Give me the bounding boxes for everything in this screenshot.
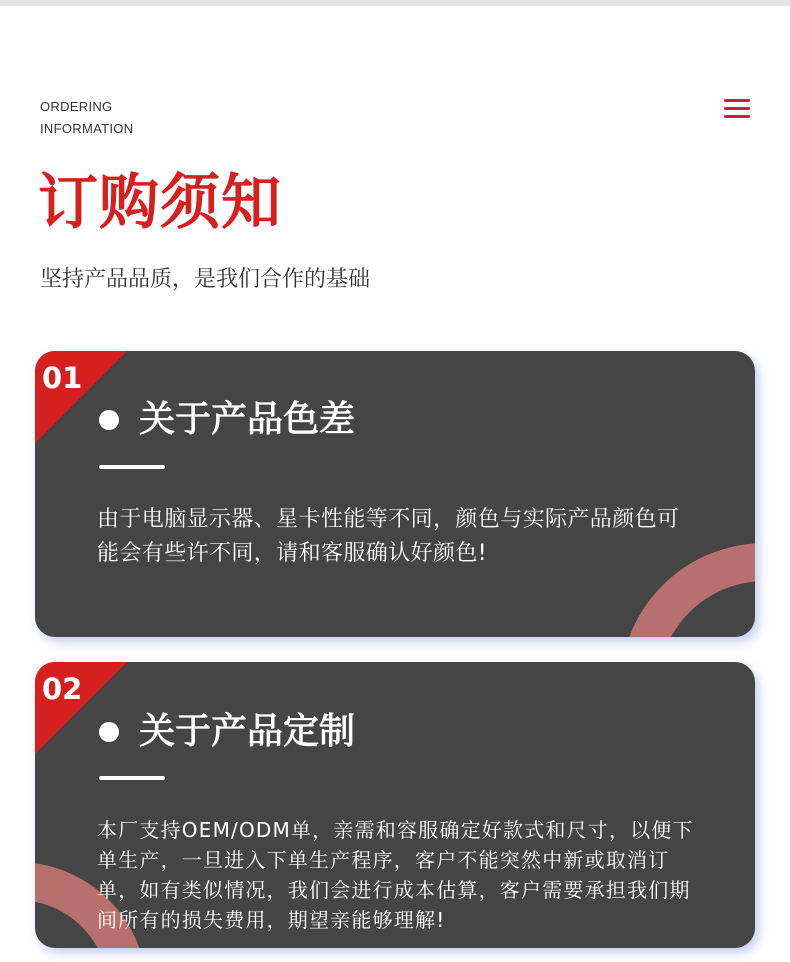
section-eyebrow (40, 96, 133, 140)
hamburger-menu-icon[interactable] (724, 98, 750, 120)
menu-bar-middle (724, 107, 750, 110)
menu-bar-bottom (724, 115, 750, 118)
card-number: 02 (42, 672, 83, 706)
card-title: 关于产品色差 (139, 399, 356, 440)
title-underline (99, 465, 165, 469)
page-title: 订购须知 (38, 168, 282, 238)
card-number: 01 (42, 361, 83, 395)
bullet-dot-icon (99, 410, 119, 430)
card-title: 关于产品定制 (139, 711, 356, 752)
menu-bar-top (724, 99, 750, 102)
card-body-text: 由于电脑显示器、星卡性能等不同，颜色与实际产品颜色可能会有些许不同，请和客服确认好颜色! (97, 507, 680, 566)
eyebrow-line-ordering: ORDERING (40, 99, 113, 114)
top-divider-strip (0, 0, 790, 6)
title-underline (99, 776, 165, 780)
card-body-text: 本厂支持OEM/ODM单，亲需和容服确定好款式和尺寸，以便下单生产，一旦进入下单生产程序，客户不能突然中新或取消订单，如有类似情况，我们会进行成本估算，客户需要承担我们期间所有的损失费用，期望亲能够理解! (97, 818, 694, 932)
eyebrow-line-information: INFORMATION (40, 121, 134, 136)
bullet-dot-icon (99, 722, 119, 742)
info-card-customization (35, 662, 755, 948)
page-subtitle: 坚持产品品质，是我们合作的基础 (40, 267, 371, 292)
info-card-color-difference (35, 351, 755, 637)
